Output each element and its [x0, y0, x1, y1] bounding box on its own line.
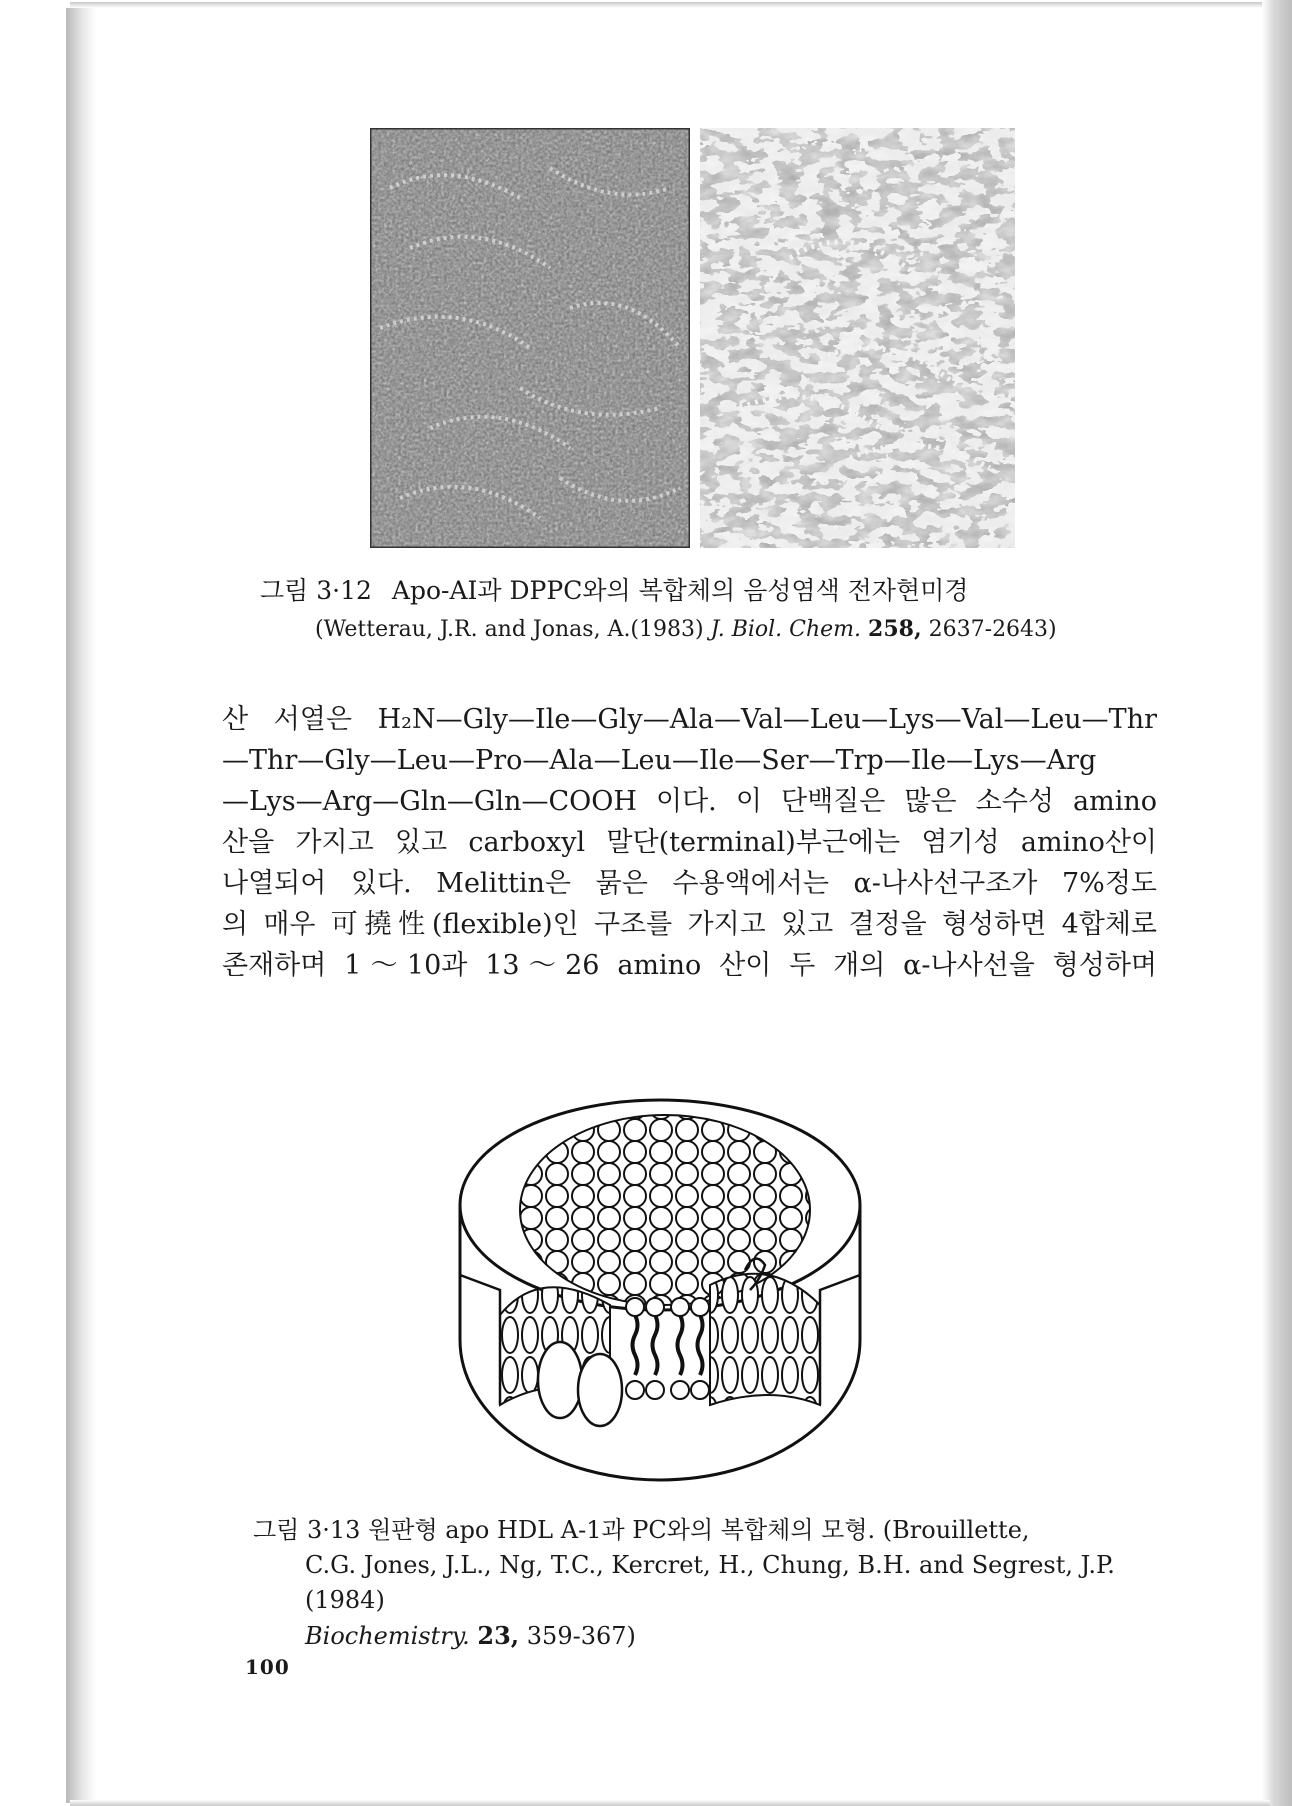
- page-edge-top: [70, 2, 1270, 8]
- page-number: 100: [245, 1655, 290, 1679]
- body-paragraph: [222, 699, 1157, 986]
- figure-3-13-citation-authors: C.G. Jones, J.L., Ng, T.C., Kercret, H., Chung, B.H. and Segrest, J.P.(1984): [305, 1551, 1115, 1614]
- figure-3-12-journal: J. Biol. Chem.: [710, 617, 862, 642]
- page-spine-left: [66, 8, 96, 1803]
- micrograph-left: [370, 128, 690, 548]
- figure-3-12-caption: [200, 572, 1150, 649]
- figure-3-13-volume: 23,: [477, 1621, 520, 1650]
- figure-3-12-label: 그림 3·12: [260, 576, 372, 605]
- figure-3-12-volume: 258,: [868, 616, 922, 642]
- hdl-disc-model-diagram: [440, 1075, 880, 1499]
- body-line: 존재하며 1～10과 13～26 amino 산이 두 개의 α-나사선을 형성하며: [222, 950, 1157, 981]
- figure-3-12-title: Apo-AI과 DPPC와의 복합체의 음성염색 전자현미경: [391, 576, 969, 605]
- body-line: 산 서열은 H₂N—Gly—Ile—Gly—Ala—Val—Leu—Lys—Val—Leu—Thr: [222, 704, 1157, 735]
- micrograph-right: [700, 128, 1015, 548]
- figure-3-13-citation-source: Biochemistry. 23, 359-367): [305, 1621, 636, 1650]
- figure-3-13-label: 그림 3·13: [253, 1516, 361, 1544]
- body-line: 의 매우 可撓性(flexible)인 구조를 가지고 있고 결정을 형성하면 4합체로: [222, 909, 1157, 940]
- figure-3-13-title: 원판형 apo HDL A-1과 PC와의 복합체의 모형.: [368, 1516, 876, 1544]
- body-line: 산을 가지고 있고 carboxyl 말단(terminal)부근에는 염기성 amino산이: [222, 827, 1157, 858]
- page-edge-right: [1262, 0, 1292, 1806]
- body-line: 나열되어 있다. Melittin은 묽은 수용액에서는 α-나사선구조가 7%정도: [222, 868, 1157, 899]
- body-line: —Lys—Arg—Gln—Gln—COOH 이다. 이 단백질은 많은 소수성 amino: [222, 786, 1157, 817]
- figure-3-13-journal: Biochemistry.: [305, 1622, 470, 1650]
- body-line: —Thr—Gly—Leu—Pro—Ala—Leu—Ile—Ser—Trp—Ile—Lys—Arg: [222, 745, 1097, 776]
- figure-3-13-caption: 그림 3·13 원판형 apo HDL A-1과 PC와의 복합체의 모형. (Brouillette, C.G. Jones, J.L., Ng, T.C., Kercret, H., Chung, B.H. and Segrest, J.P.(1984) Biochemistry. 23, 359-367): [253, 1513, 1163, 1654]
- figure-3-12-citation: (Wetterau, J.R. and Jonas, A.(1983) J. Biol. Chem. 258, 2637-2643): [315, 616, 1057, 642]
- page-edge-bottom: [70, 1800, 1270, 1806]
